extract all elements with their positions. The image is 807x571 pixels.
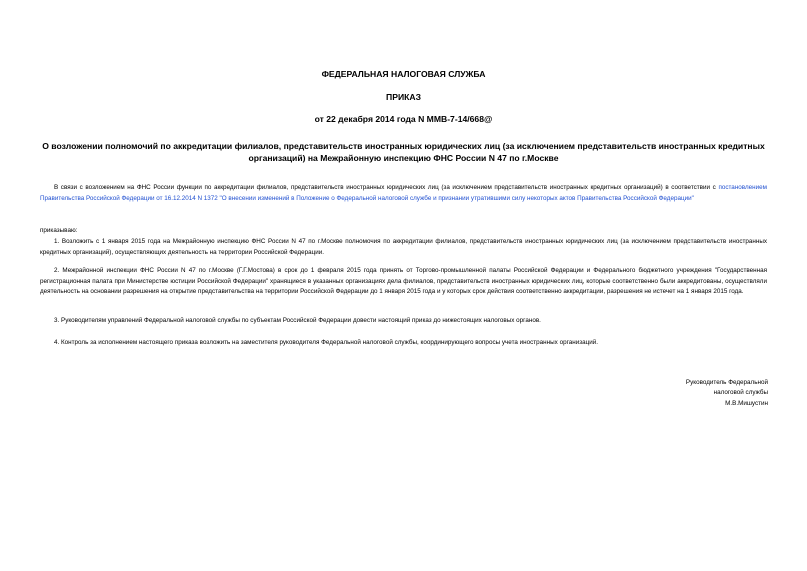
order-word: приказываю: [40, 227, 78, 234]
signatory-name: М.В.Мишустин [725, 399, 768, 407]
order-item-4: 4. Контроль за исполнением настоящего приказа возложить на заместителя руководителя Федеральной налоговой службы, координирующего вопросы учета иностранных организаций. [54, 339, 599, 346]
signature-position-line2: налоговой службы [713, 389, 768, 397]
order-item-3: 3. Руководителям управлений Федеральной налоговой службы по субъектам Российской Федерации довести настоящий приказ до нижестоящих налоговых органов. [54, 317, 541, 324]
signature-position-line1: Руководитель Федеральной [685, 379, 768, 386]
preamble-text: В связи с возложением на ФНС России функции по аккредитации филиалов, представительств иностранных юридических лиц (за исключением представительств иностранных кредитных организаций) в соответствии с [54, 184, 719, 191]
preamble-paragraph [40, 183, 767, 204]
document-title: О возложении полномочий по аккредитации филиалов, представительств иностранных юридических лиц (за исключением представительств иностранных кредитных организаций) на Межрайонную инспекцию ФНС России N 47 по г.Москве [42, 141, 765, 163]
agency-heading: ФЕДЕРАЛЬНАЯ НАЛОГОВАЯ СЛУЖБА [321, 69, 486, 79]
order-item-2: 2. Межрайонной инспекции ФНС России N 47 по г.Москве (Г.Г.Мостова) в срок до 1 февраля 2015 года принять от Торгово-промышленной палаты Российской Федерации и Федерального бюджетного учреждения "Государственная регистрационная палата при Министерстве юстиции Российской Федерации" хранящиеся в указанных организациях дела филиалов, представительств иностранных юридических лиц, которые соответственно были аккредитованы, осуществляли деятельность на основании разрешения на открытие представительства на территории Российской Федерации до 1 января 2015 года и у которых срок действия соответственно аккредитации, разрешения не истечет на 1 января 2015 года. [40, 267, 767, 296]
order-item-1: 1. Возложить с 1 января 2015 года на Межрайонную инспекцию ФНС России N 47 по г.Москве полномочия по аккредитации филиалов, представительств иностранных юридических лиц (за исключением представительств иностранных кредитных организаций), осуществляющих деятельность на территории Российской Федерации. [40, 238, 767, 256]
signature-block [568, 378, 768, 409]
date-number-heading: от 22 декабря 2014 года N ММВ-7-14/668@ [314, 114, 493, 124]
regulation-link[interactable]: постановлением Правительства Российской Федерации от 16.12.2014 N 1372 "О внесении изменений в Положение о Федеральной налоговой службе и признании утратившими силу некоторых актов Правительства Российской Федерации" [40, 184, 767, 202]
document-type-heading: ПРИКАЗ [386, 92, 421, 102]
